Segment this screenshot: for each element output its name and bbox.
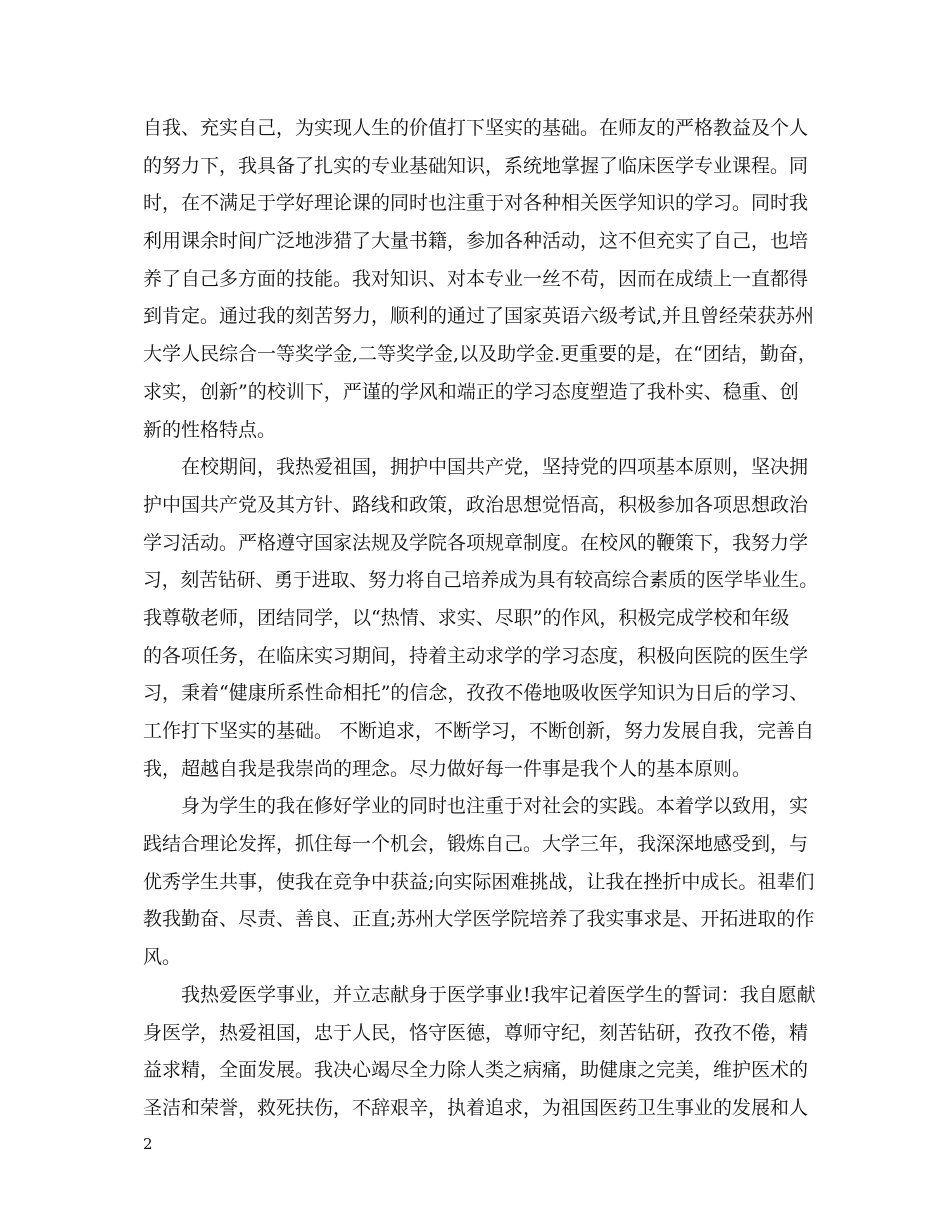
text-line: 求实，创新”的校训下，严谨的学风和端正的学习态度塑造了我朴实、稳重、创: [143, 380, 799, 403]
text-line: 大学人民综合一等奖学金,二等奖学金,以及助学金.更重要的是，在“团结，勤奋，: [143, 343, 817, 366]
text-line: 身为学生的我在修好学业的同时也注重于对社会的实践。本着学以致用，实: [181, 795, 809, 818]
text-line: 益求精，全面发展。我决心竭尽全力除人类之病痛，助健康之完美，维护医术的: [143, 1059, 809, 1082]
text-line: 学习活动。严格遵守国家法规及学院各项规章制度。在校风的鞭策下，我努力学: [143, 531, 809, 554]
text-line: 时，在不满足于学好理论课的同时也注重于对各种相关医学知识的学习。同时我: [143, 192, 809, 215]
text-line: 工作打下坚实的基础。 不断追求，不断学习，不断创新，努力发展自我，完善自: [143, 720, 815, 742]
document-body: [143, 110, 823, 1128]
text-line: 践结合理论发挥，抓住每一个机会，锻炼自己。大学三年，我深深地感受到，与: [143, 833, 809, 856]
text-line: 风。: [143, 946, 182, 969]
text-line: 利用课余时间广泛地涉猎了大量书籍，参加各种活动，这不但充实了自己，也培: [143, 230, 809, 253]
text-line: 护中国共产党及其方针、路线和政策，政治思想觉悟高，积极参加各项思想政治: [143, 493, 809, 516]
text-line: 在校期间，我热爱祖国，拥护中国共产党，坚持党的四项基本原则，坚决拥: [181, 456, 809, 479]
text-line: 我，超越自我是我崇尚的理念。尽力做好每一件事是我个人的基本原则。: [143, 757, 752, 780]
text-line: 的努力下，我具备了扎实的专业基础知识，系统地掌握了临床医学专业课程。同: [143, 154, 809, 177]
text-line: 习，刻苦钻研、勇于进取、努力将自己培养成为具有较高综合素质的医学毕业生。: [143, 570, 818, 592]
text-line: 新的性格特点。: [143, 418, 277, 441]
page-number: 2: [143, 1135, 153, 1153]
text-line: 圣洁和荣誉，救死扶伤，不辞艰辛，执着追求，为祖国医药卫生事业的发展和人: [143, 1096, 809, 1119]
text-line: 优秀学生共事，使我在竞争中获益;向实际困难挑战，让我在挫折中成长。祖辈们: [143, 870, 815, 893]
text-line: 教我勤奋、尽责、善良、正直;苏州大学医学院培养了我实事求是、开拓进取的作: [143, 908, 815, 931]
text-line: 到肯定。通过我的刻苦努力，顺利的通过了国家英语六级考试,并且曾经荣获苏州: [143, 305, 815, 328]
text-line: 我热爱医学事业，并立志献身于医学事业!我牢记着医学生的誓词：我自愿献: [181, 983, 816, 1006]
text-line: 自我、充实自己，为实现人生的价值打下坚实的基础。在师友的严格教益及个人: [143, 117, 809, 139]
text-line: 身医学，热爱祖国，忠于人民，恪守医德，尊师守纪，刻苦钻研，孜孜不倦，精: [143, 1021, 809, 1044]
text-line: 养了自己多方面的技能。我对知识、对本专业一丝不苟，因而在成绩上一直都得: [143, 267, 809, 290]
text-line: 的各项任务，在临床实习期间，持着主动求学的学习态度，积极向医院的医生学: [143, 644, 809, 667]
text-line: 习，秉着“健康所系性命相托”的信念，孜孜不倦地吸收医学知识为日后的学习、: [143, 682, 809, 705]
text-line: 我尊敬老师，团结同学，以“热情、求实、尽职”的作风，积极完成学校和年级: [143, 606, 790, 629]
